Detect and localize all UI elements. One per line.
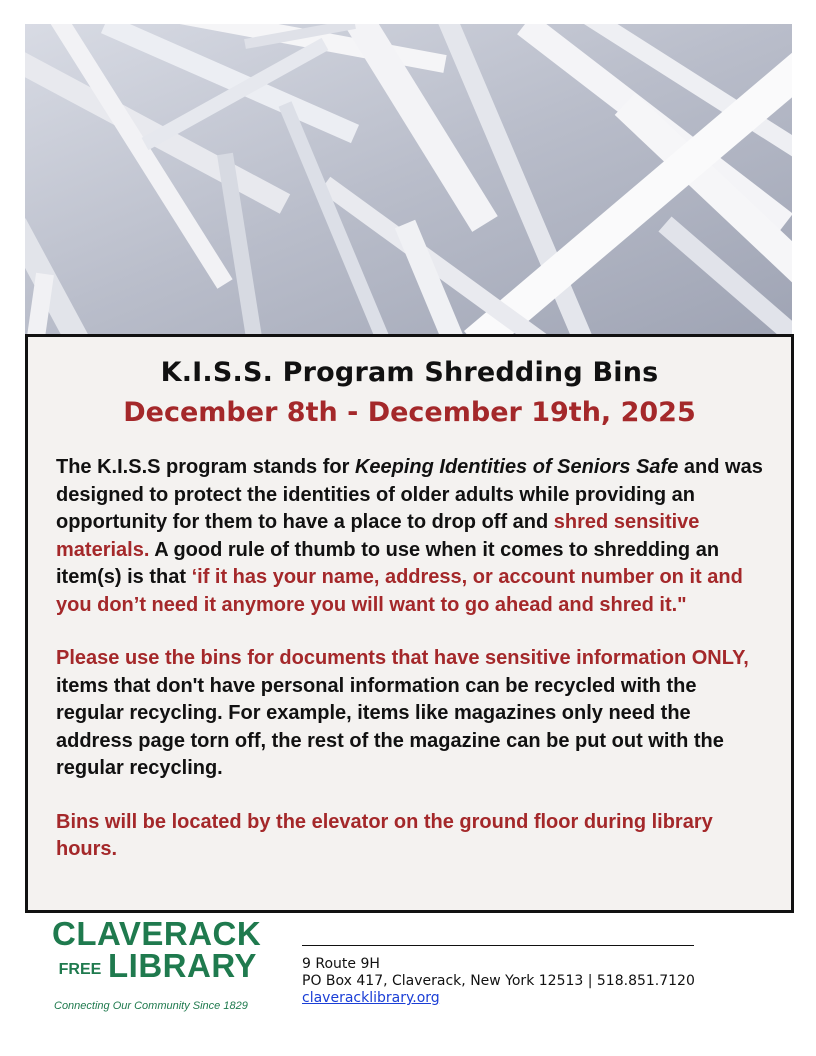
logo-claverack: CLAVERACK bbox=[52, 915, 262, 952]
paragraph-usage bbox=[56, 645, 768, 783]
event-dates: December 8th - December 19th, 2025 bbox=[123, 397, 696, 428]
usage-highlight: Please use the bins for documents that have sensitive information ONLY, bbox=[56, 647, 749, 669]
library-logo bbox=[52, 915, 292, 984]
logo-free: FREE bbox=[58, 961, 102, 978]
paragraph-program bbox=[56, 454, 768, 619]
rule-quote: ‘if it has your name, address, or account number on it and you don’t need it anymore you will want to go ahead and shred it." bbox=[56, 566, 743, 616]
info-panel bbox=[25, 334, 794, 913]
usage-text: items that don't have personal information can be recycled with the regular recycling. For example, items like magazines only need the address page torn off, the rest of the magazine can be put out with the regular recycling. bbox=[56, 674, 724, 779]
footer-divider bbox=[302, 945, 694, 946]
logo-library: LIBRARY bbox=[108, 947, 257, 984]
address-line2: PO Box 417, Claverack, New York 12513 | 518.851.7120 bbox=[302, 973, 695, 989]
paragraph-location: Bins will be located by the elevator on the ground floor during library hours. bbox=[56, 810, 713, 860]
website-link[interactable]: claveracklibrary.org bbox=[302, 990, 440, 1006]
acronym-meaning: Keeping Identities of Seniors Safe bbox=[354, 456, 679, 478]
rule-of-thumb: A good rule of thumb to use when it comes to shredding an item(s) is that bbox=[56, 538, 720, 588]
shredded-paper-photo bbox=[25, 24, 792, 334]
program-description: and was designed to protect the identities of older adults while providing an opportunity for them to have a place to drop off and bbox=[56, 456, 763, 533]
logo-tagline: Connecting Our Community Since 1829 bbox=[54, 1000, 248, 1012]
contact-address bbox=[302, 956, 695, 1007]
intro-text: The K.I.S.S program stands for bbox=[56, 456, 355, 478]
body-text bbox=[56, 454, 768, 890]
page-title: K.I.S.S. Program Shredding Bins bbox=[160, 357, 659, 388]
address-line1: 9 Route 9H bbox=[302, 956, 380, 972]
logo-line2 bbox=[52, 947, 292, 984]
highlight-shred: shred sensitive materials. bbox=[56, 511, 700, 561]
